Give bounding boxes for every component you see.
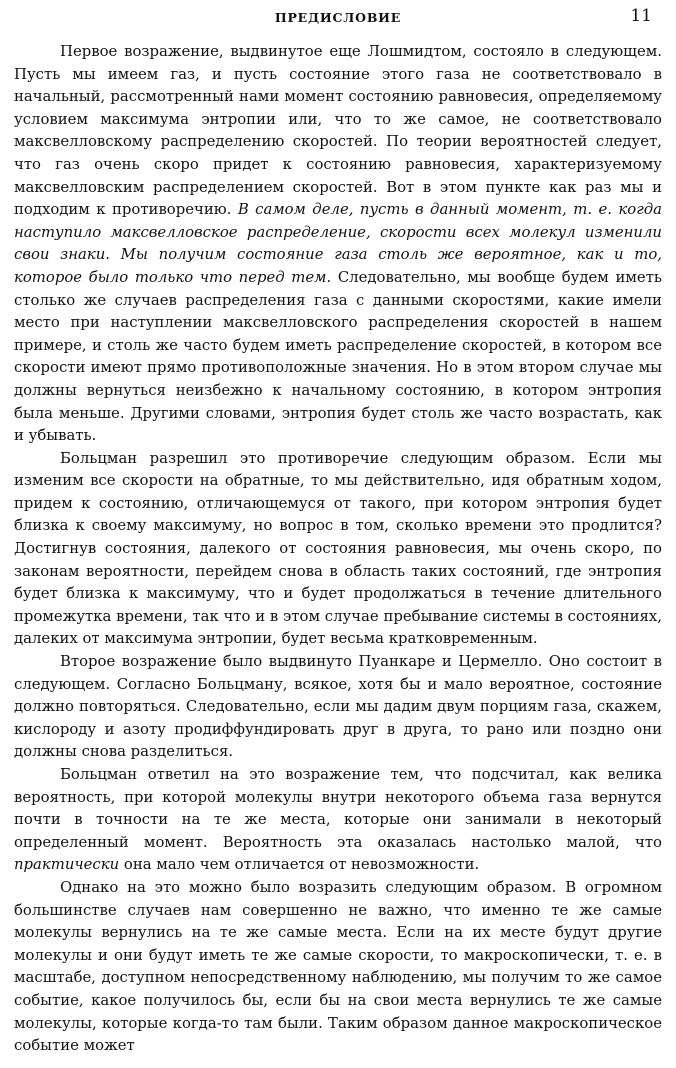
paragraph: Второе возражение было выдвинуто Пуанкаре и Цермелло. Оно состоит в следующем. Согласно Больцману, всякое, хотя бы и мало вероятное, состояние должно повторяться. Следовательно, если мы дадим двум порциям газа, скажем, кислороду и азоту продиффундировать друг в друга, то рано или поздно они должны снова разделиться. bbox=[14, 652, 662, 761]
paragraph-text: Первое возражение, выдвинутое еще Лошмидтом, состояло в следующем. Пусть мы имеем газ, и пусть состояние этого газа не соответствовало в начальный, рассмотренный нами момент состоянию равновесия, определяемому условием максимума энтропии или, что то же самое, не соответствовало максвелловскому распределению скоростей. По теории вероятностей следует, что газ очень скоро придет к состоянию равновесия, характеризуемому максвелловским распределением скоростей. Вот в этом пункте как раз мы и подходим к противоречию. bbox=[14, 42, 662, 219]
paragraph-text: Следовательно, мы вообще будем иметь столько же случаев распределения газа с данными скоростями, какие имели место при наступлении максвелловского распределения скоростей в нашем примере, и столь же часто будем иметь распределение скоростей, в котором все скорости имеют прямо противоположные значения. Но в этом втором случае мы должны вернуться неизбежно к начальному состоянию, в котором энтропия была меньше. Другими словами, энтропия будет столь же часто возрастать, как и убывать. bbox=[14, 267, 662, 445]
header-title: ПРЕДИСЛОВИЕ bbox=[274, 10, 402, 25]
paragraph bbox=[14, 40, 662, 447]
page-number: 11 bbox=[630, 6, 652, 26]
paragraph-text: она мало чем отличается от невозможности. bbox=[119, 855, 480, 874]
body-text bbox=[14, 40, 662, 1057]
paragraph: Больцман разрешил это противоречие следующим образом. Если мы изменим все скорости на обратные, то мы действительно, идя обратным ходом, придем к состоянию, отличающемуся от такого, при котором энтропия будет близка к своему максимуму, но вопрос в том, сколько времени это продлится? Достигнув состояния, далекого от состояния равновесия, мы очень скоро, по законам вероятности, перейдем снова в область таких состояний, где энтропия будет близка к максимуму, что и будет продолжаться в течение длительного промежутка времени, так что и в этом случае пребывание системы в состояниях, далеких от максимума энтропии, будет весьма кратковременным. bbox=[14, 448, 662, 648]
running-header bbox=[16, 6, 660, 30]
paragraph: Однако на это можно было возразить следующим образом. В огромном большинстве случаев нам совершенно не важно, что именно те же самые молекулы вернулись на те же самые места. Если на их месте будут другие молекулы и они будут иметь те же самые скорости, то макроскопически, т. е. в масштабе, доступном непосредственному наблюдению, мы получим то же самое событие, какое получилось бы, если бы на свои места вернулись те же самые молекулы, которые когда-то там были. Таким образом данное макроскопическое событие может bbox=[14, 877, 662, 1055]
paragraph-text: Больцман ответил на это возражение тем, что подсчитал, как велика вероятность, при которой молекулы внутри некоторого объема газа вернутся почти в точности на те же места, которые они занимали в некоторый определенный момент. Вероятность эта оказалась настолько малой, что bbox=[14, 765, 662, 851]
paragraph bbox=[14, 763, 662, 876]
italic-word: практически bbox=[14, 855, 120, 874]
italic-passage: В самом деле, пусть в данный момент, т. е. когда наступило максвелловское распределение, скорости всех молекул изменили свои знаки. Мы получим состояние газа столь же вероятное, как и то, которое было только что перед тем. bbox=[14, 200, 662, 286]
